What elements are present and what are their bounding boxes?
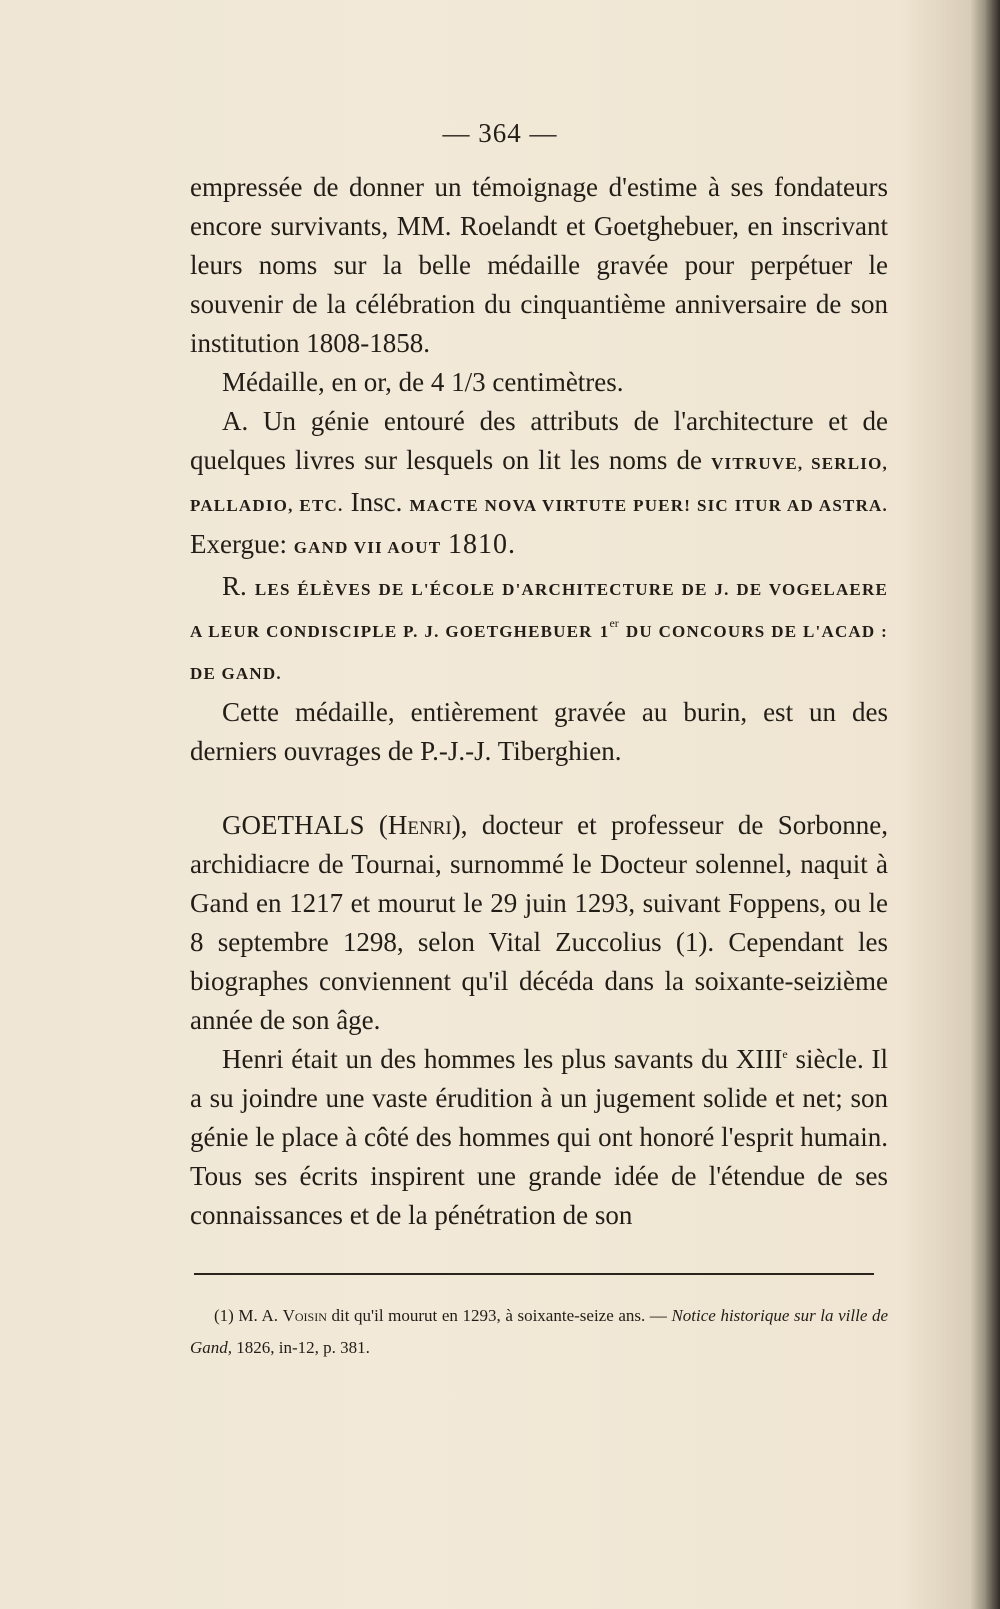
body-text [190,168,888,1235]
paragraph-engraver: Cette médaille, entièrement gravée au burin, est un des derniers ouvrages de P.-J.-J. Tiberghien. [190,697,888,766]
exergue-label: Exergue: [190,529,287,559]
reverse-inscription: LES ÉLÈVES DE L'ÉCOLE D'ARCHITECTURE DE J. DE VOGELAERE A LEUR CONDISCIPLE P. J. GOETGHEBUER [190,580,888,641]
paragraph-obverse [190,402,888,567]
paragraph-2: Médaille, en or, de 4 1/3 centimètres. [222,367,624,397]
paragraph-reverse [190,567,888,693]
names-list: VITRUVE, SERLIO, PALLADIO, ETC. [190,454,888,515]
entry-name: GOETHALS [222,810,365,840]
footnote-author: Voisin [282,1306,327,1325]
reverse-label: R. [222,571,247,601]
footnote-start: (1) M. A. [214,1306,278,1325]
henri-text-b: siècle. Il a su joindre une vaste érudition à un jugement solide et net; son génie le place à côté des hommes qui ont honoré l'esprit humain. Tous ses écrits inspirent une grande idée de l'étendue de ses connaissances et de la pénétration de son [190,1044,888,1230]
paragraph-1: empressée de donner un témoignage d'estime à ses fondateurs encore survivants, MM. Roelandt et Goetghebuer, en inscrivant leurs noms sur la belle médaille gravée pour perpétuer le souvenir de la célébration du cinquantième anniversaire de son institution 1808-1858. [190,172,888,358]
ordinal-suffix: er [609,616,619,630]
reverse-inscription-end: DU CONCOURS DE L'ACAD : DE GAND. [190,622,889,683]
ordinal-number: 1 [599,622,610,641]
obverse-description: A. Un génie entouré des attributs de l'architecture et de quelques livres sur lesquels on lit les noms de [190,406,888,475]
henri-text-a: Henri était un des hommes les plus savants du XIII [222,1044,783,1074]
entry-firstname: (Henri) [378,810,461,840]
century-suffix: e [782,1047,788,1061]
footnote [190,1300,888,1364]
page-number: — 364 — [442,118,558,148]
page-edge-shadow [986,0,1000,1609]
exergue-year: 1810. [448,529,517,560]
entry-text: , docteur et professeur de Sorbonne, archidiacre de Tournai, surnommé le Docteur solennel, naquit à Gand en 1217 et mourut le 29 juin 1293, suivant Foppens, ou le 8 septembre 1298, selon Vital Zuccolius (1). Cependant les biographes conviennent qu'il décéda dans la soixante-seizième année de son âge. [190,810,888,1035]
paragraph-goethals [190,806,888,1040]
footnote-body: dit qu'il mourut en 1293, à soixante-seize ans. — [331,1306,667,1325]
footnote-1 [190,1300,888,1364]
inscription-motto: MACTE NOVA VIRTUTE PUER! SIC ITUR AD ASTRA. [409,496,888,515]
footnote-end: 1826, in-12, p. 381. [236,1338,370,1357]
footnote-title: Notice historique sur la ville de Gand, [190,1306,889,1357]
section-gap [190,771,888,806]
footnote-rule [194,1273,874,1275]
exergue-date: GAND VII AOUT [293,538,442,557]
paragraph-henri [190,1040,888,1235]
inscription-label: Insc. [350,487,403,517]
